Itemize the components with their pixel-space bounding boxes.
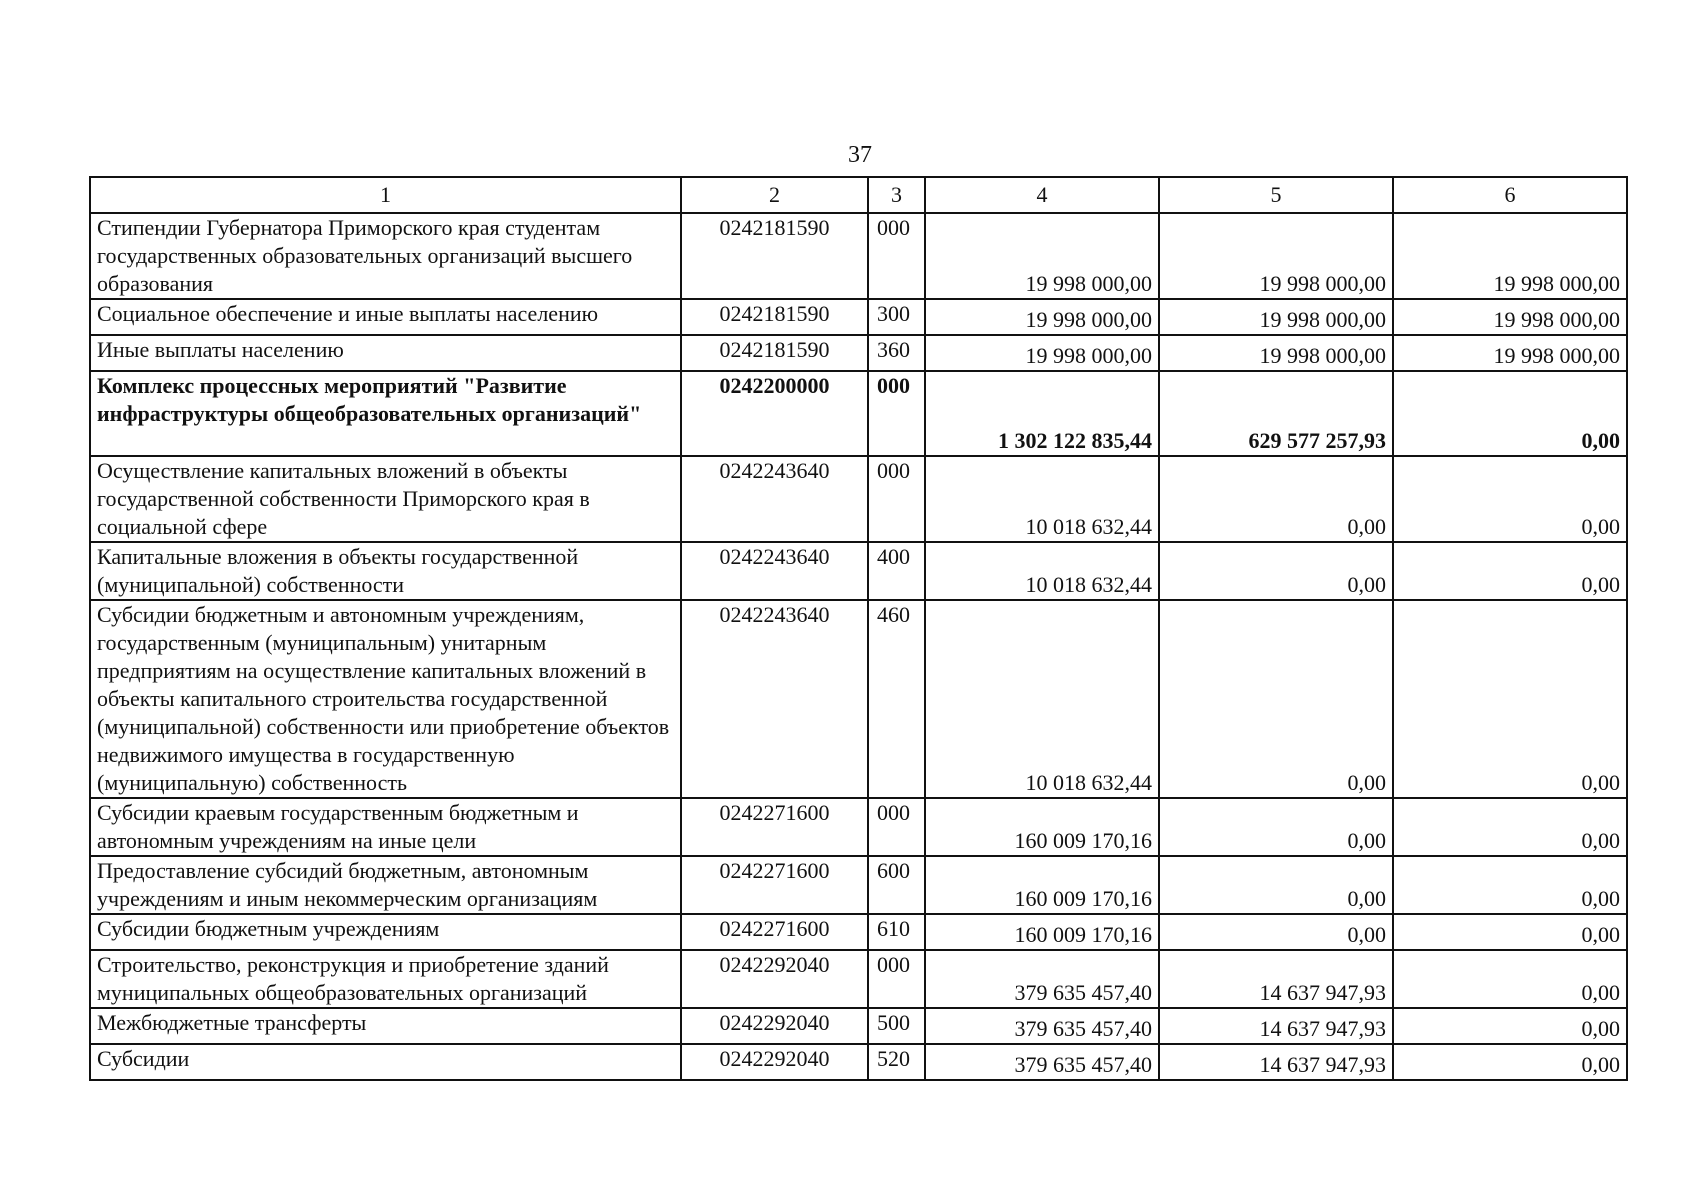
row-value-5: 0,00 xyxy=(1159,600,1393,798)
row-kvr: 600 xyxy=(868,856,925,914)
table-row xyxy=(90,914,1627,950)
row-value-4: 379 635 457,40 xyxy=(925,1008,1159,1044)
row-code: 0242271600 xyxy=(681,856,868,914)
row-kvr: 000 xyxy=(868,213,925,299)
row-value-4: 10 018 632,44 xyxy=(925,542,1159,600)
row-value-5: 19 998 000,00 xyxy=(1159,213,1393,299)
budget-table xyxy=(89,176,1628,1081)
row-kvr: 300 xyxy=(868,299,925,335)
row-value-5: 14 637 947,93 xyxy=(1159,950,1393,1008)
row-value-4: 160 009 170,16 xyxy=(925,856,1159,914)
row-code: 0242243640 xyxy=(681,542,868,600)
header-cell: 5 xyxy=(1159,177,1393,213)
row-value-6: 0,00 xyxy=(1393,371,1627,456)
header-cell: 4 xyxy=(925,177,1159,213)
row-code: 0242271600 xyxy=(681,914,868,950)
row-kvr: 500 xyxy=(868,1008,925,1044)
row-value-6: 19 998 000,00 xyxy=(1393,299,1627,335)
row-name: Строительство, реконструкция и приобретение зданий муниципальных общеобразовательных организаций xyxy=(90,950,681,1008)
table-row xyxy=(90,542,1627,600)
row-code: 0242243640 xyxy=(681,456,868,542)
table-row xyxy=(90,856,1627,914)
row-value-4: 19 998 000,00 xyxy=(925,213,1159,299)
row-kvr: 000 xyxy=(868,371,925,456)
table-row xyxy=(90,1044,1627,1080)
row-name: Субсидии краевым государственным бюджетным и автономным учреждениям на иные цели xyxy=(90,798,681,856)
row-value-4: 379 635 457,40 xyxy=(925,950,1159,1008)
row-name: Социальное обеспечение и иные выплаты населению xyxy=(90,299,681,335)
table-row xyxy=(90,213,1627,299)
table-row xyxy=(90,371,1627,456)
row-name: Межбюджетные трансферты xyxy=(90,1008,681,1044)
page-number: 37 xyxy=(848,142,872,168)
row-name: Осуществление капитальных вложений в объекты государственной собственности Приморского края в социальной сфере xyxy=(90,456,681,542)
row-value-5: 19 998 000,00 xyxy=(1159,335,1393,371)
table-row xyxy=(90,798,1627,856)
row-value-4: 160 009 170,16 xyxy=(925,914,1159,950)
row-value-5: 14 637 947,93 xyxy=(1159,1008,1393,1044)
row-kvr: 000 xyxy=(868,950,925,1008)
row-name: Комплекс процессных мероприятий "Развитие инфраструктуры общеобразовательных организаций" xyxy=(90,371,681,456)
row-value-6: 19 998 000,00 xyxy=(1393,335,1627,371)
row-value-4: 379 635 457,40 xyxy=(925,1044,1159,1080)
table-row xyxy=(90,600,1627,798)
row-kvr: 000 xyxy=(868,456,925,542)
table-row xyxy=(90,456,1627,542)
row-name: Субсидии xyxy=(90,1044,681,1080)
row-value-6: 0,00 xyxy=(1393,798,1627,856)
row-code: 0242292040 xyxy=(681,950,868,1008)
row-kvr: 400 xyxy=(868,542,925,600)
table-header-row xyxy=(90,177,1627,213)
row-kvr: 520 xyxy=(868,1044,925,1080)
row-kvr: 360 xyxy=(868,335,925,371)
row-code: 0242243640 xyxy=(681,600,868,798)
row-name: Предоставление субсидий бюджетным, автономным учреждениям и иным некоммерческим организациям xyxy=(90,856,681,914)
row-name: Капитальные вложения в объекты государственной (муниципальной) собственности xyxy=(90,542,681,600)
row-value-5: 19 998 000,00 xyxy=(1159,299,1393,335)
row-value-4: 19 998 000,00 xyxy=(925,299,1159,335)
row-value-6: 0,00 xyxy=(1393,542,1627,600)
row-code: 0242181590 xyxy=(681,213,868,299)
table-row xyxy=(90,950,1627,1008)
row-value-4: 10 018 632,44 xyxy=(925,456,1159,542)
table-row xyxy=(90,299,1627,335)
table-row xyxy=(90,1008,1627,1044)
row-code: 0242200000 xyxy=(681,371,868,456)
row-value-6: 0,00 xyxy=(1393,456,1627,542)
row-name: Субсидии бюджетным учреждениям xyxy=(90,914,681,950)
header-cell: 6 xyxy=(1393,177,1627,213)
row-value-5: 14 637 947,93 xyxy=(1159,1044,1393,1080)
row-value-4: 160 009 170,16 xyxy=(925,798,1159,856)
row-value-6: 0,00 xyxy=(1393,1008,1627,1044)
row-value-4: 19 998 000,00 xyxy=(925,335,1159,371)
table-row xyxy=(90,335,1627,371)
header-cell: 3 xyxy=(868,177,925,213)
row-value-5: 0,00 xyxy=(1159,914,1393,950)
row-code: 0242181590 xyxy=(681,335,868,371)
row-value-6: 0,00 xyxy=(1393,856,1627,914)
row-value-6: 19 998 000,00 xyxy=(1393,213,1627,299)
row-kvr: 000 xyxy=(868,798,925,856)
row-value-5: 0,00 xyxy=(1159,798,1393,856)
row-code: 0242292040 xyxy=(681,1008,868,1044)
header-cell: 1 xyxy=(90,177,681,213)
row-value-6: 0,00 xyxy=(1393,600,1627,798)
row-value-4: 10 018 632,44 xyxy=(925,600,1159,798)
row-kvr: 460 xyxy=(868,600,925,798)
row-value-4: 1 302 122 835,44 xyxy=(925,371,1159,456)
row-value-5: 629 577 257,93 xyxy=(1159,371,1393,456)
row-name: Стипендии Губернатора Приморского края студентам государственных образовательных организаций высшего образования xyxy=(90,213,681,299)
row-name: Субсидии бюджетным и автономным учреждениям, государственным (муниципальным) унитарным предприятиям на осуществление капитальных вложений в объекты капитального строительства государственной (муниципальной) собственности или приобретение объектов недвижимого имущества в государственную (муниципальную) собственность xyxy=(90,600,681,798)
row-value-5: 0,00 xyxy=(1159,856,1393,914)
row-value-6: 0,00 xyxy=(1393,914,1627,950)
row-code: 0242292040 xyxy=(681,1044,868,1080)
row-name: Иные выплаты населению xyxy=(90,335,681,371)
row-value-6: 0,00 xyxy=(1393,1044,1627,1080)
header-cell: 2 xyxy=(681,177,868,213)
row-value-6: 0,00 xyxy=(1393,950,1627,1008)
row-value-5: 0,00 xyxy=(1159,542,1393,600)
row-value-5: 0,00 xyxy=(1159,456,1393,542)
row-kvr: 610 xyxy=(868,914,925,950)
row-code: 0242181590 xyxy=(681,299,868,335)
row-code: 0242271600 xyxy=(681,798,868,856)
